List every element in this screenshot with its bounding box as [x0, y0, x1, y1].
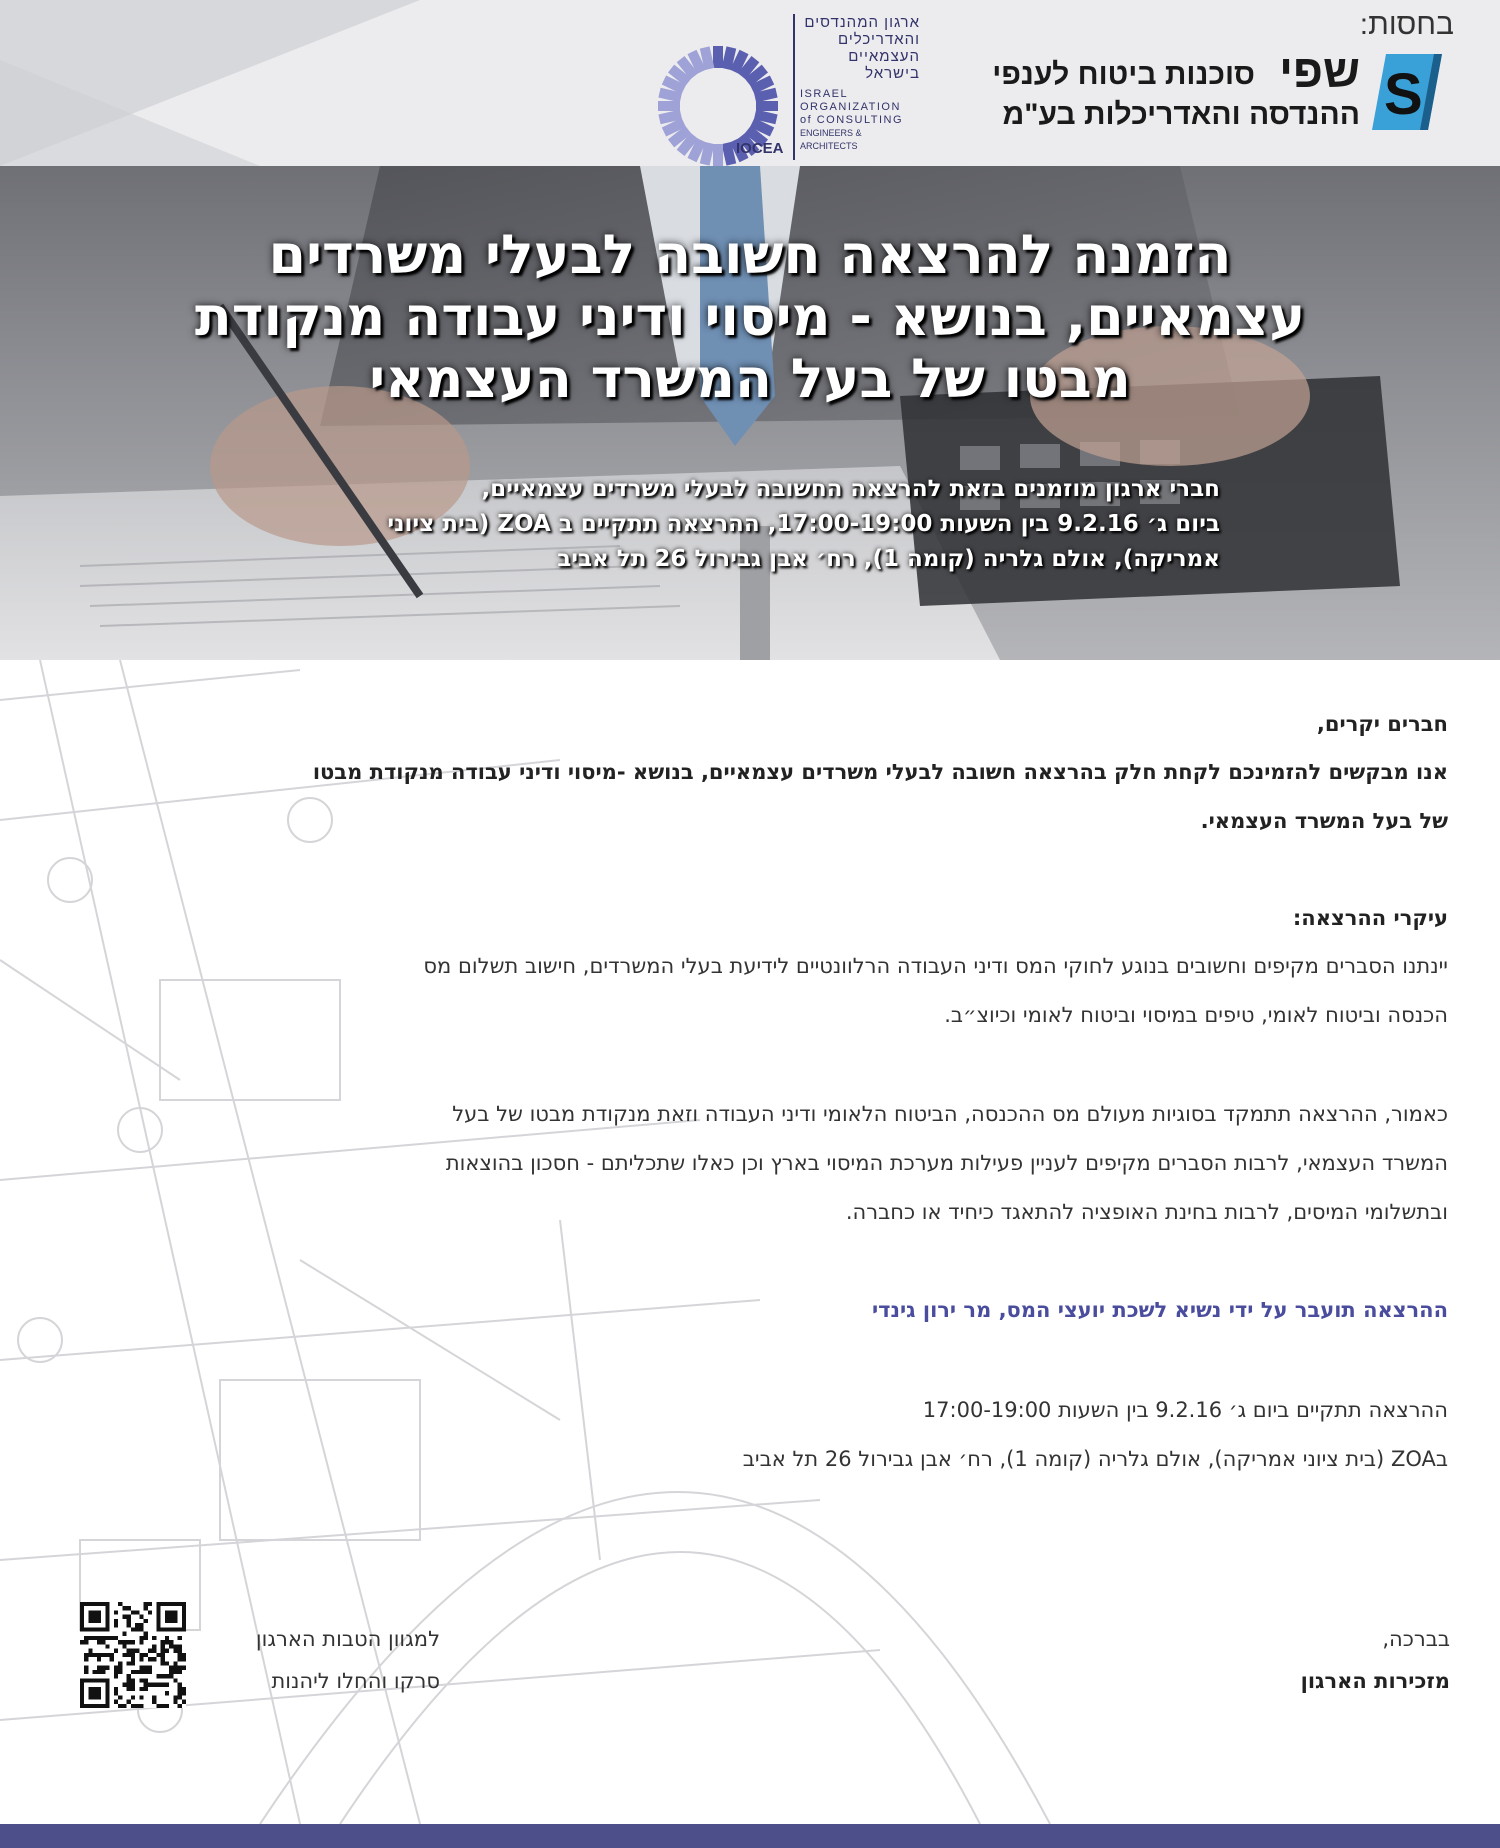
iocea-english-name: ISRAEL ORGANIZATION of CONSULTING ENGINEERS & ARCHITECTS — [800, 88, 904, 151]
sponsor-tagline-2: ההנדסה והאדריכלות בע"מ — [1002, 98, 1360, 131]
intro-paragraph: אנו מבקשים להזמינכם לקחת חלק בהרצאה חשובה לבעלי משרדים עצמאיים, בנושא -מיסוי ודיני עבודה מנקודת מבטו של בעל המשרד העצמאי. — [312, 760, 1448, 833]
iocea-acronym: IOCEA — [736, 140, 784, 157]
hero-title: הזמנה להרצאה חשובה לבעלי משרדים עצמאיים, בנושא - מיסוי ודיני עבודה מנקודת מבטו של בעל המשרד העצמאי — [194, 223, 1306, 410]
sponsor-name: שפי — [1279, 45, 1360, 97]
sponsor-header — [0, 0, 1500, 166]
highlights-paragraph: יינתנו הסברים מקיפים וחשובים בנוגע לחוקי המס ודיני העבודה הרלוונטיים לידיעת בעלי המשרדים, חישוב תשלום מס הכנסה וביטוח לאומי, טיפים במיסוי וביטוח לאומי וכיוצ״ב. — [423, 954, 1448, 1027]
svg-text:S: S — [1384, 62, 1423, 127]
signature-block — [1301, 1618, 1450, 1702]
schedule-paragraph: ההרצאה תתקיים ביום ג׳ 9.2.16 בין השעות 17:00-19:00 בZOA (בית ציוני אמריקה), אולם גלריה (קומה 1), רח׳ אבן גבירול 26 תל אביב — [742, 1398, 1448, 1471]
greeting: חברים יקרים, — [1316, 712, 1448, 736]
closing: בברכה, — [1382, 1627, 1450, 1651]
footer-bar — [0, 1824, 1500, 1848]
sponsor-tagline-1: סוכנות ביטוח לענפי — [992, 58, 1255, 91]
iocea-divider — [793, 14, 795, 160]
qr-code-icon[interactable] — [80, 1602, 186, 1708]
sponsor-label: בחסות: — [1359, 8, 1454, 41]
lecturer-line: ההרצאה תועבר על ידי נשיא לשכת יועצי המס, מר ירון גינדי — [871, 1298, 1448, 1322]
qr-caption: למגוון הטבות הארגון סרקו והחלו ליהנות — [255, 1627, 440, 1693]
highlights-heading: עיקרי ההרצאה: — [1292, 906, 1448, 930]
signature: מזכירות הארגון — [1300, 1669, 1450, 1693]
hero-banner — [0, 166, 1500, 660]
focus-paragraph: כאמור, ההרצאה תתמקד בסוגיות מעולם מס ההכנסה, הביטוח הלאומי ודיני העבודה וזאת מנקודת מבטו של בעל המשרד העצמאי, לרבות הסברים מקיפים לעניין פעילות מערכת המיסוי בארץ וכן כאלו שתכליתם - חסכון בהוצאות ובתשלומי המיסים, לרבות בחינת האופציה להתאגד כיחיד או כחברה. — [445, 1102, 1448, 1224]
shapi-logo-icon — [1372, 54, 1442, 130]
iocea-hebrew-name: ארגון המהנדסים והאדריכלים העצמאיים בישראל — [804, 14, 920, 82]
hero-subtitle: חברי ארגון מוזמנים בזאת להרצאה החשובה לבעלי משרדים עצמאיים, ביום ג׳ 9.2.16 בין השעות 17:00-19:00, ההרצאה תתקיים ב ZOA (בית ציוני אמריקה), אולם גלריה (קומה 1), רח׳ אבן גבירול 26 תל אביב — [387, 476, 1220, 572]
